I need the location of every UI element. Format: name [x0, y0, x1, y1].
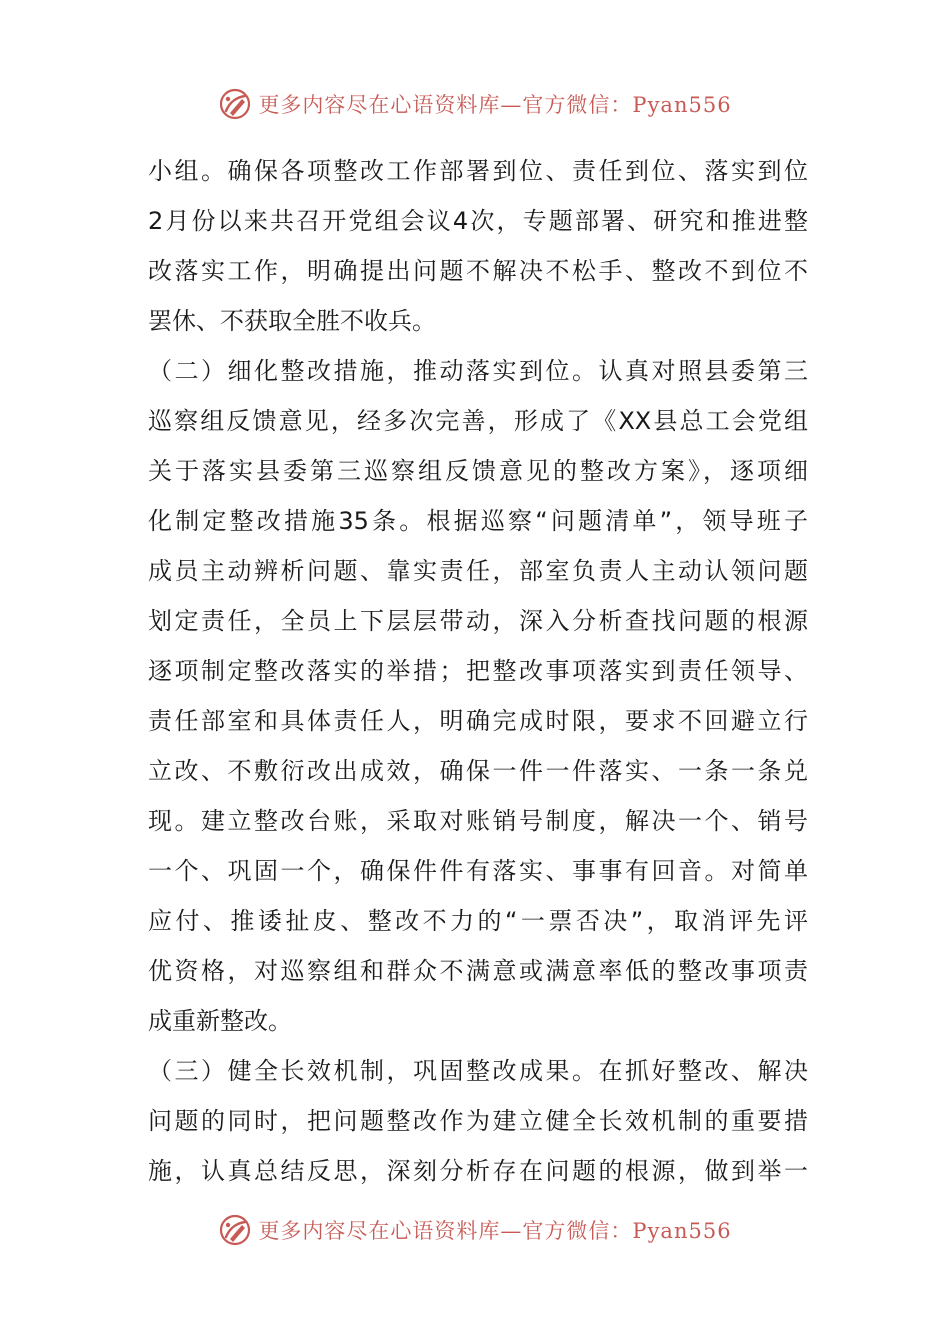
body-line: （三）健全长效机制，巩固整改成果。在抓好整改、解决 [148, 1057, 808, 1085]
body-line: 小组。确保各项整改工作部署到位、责任到位、落实到位 [148, 157, 808, 185]
body-line: 施，认真总结反思，深刻分析存在问题的根源，做到举一 [148, 1157, 808, 1185]
body-line: 逐项制定整改落实的举措；把整改事项落实到责任领导、 [148, 657, 808, 685]
body-line: 关于落实县委第三巡察组反馈意见的整改方案》，逐项细 [148, 457, 808, 485]
body-line: 现。建立整改台账，采取对账销号制度，解决一个、销号 [148, 807, 808, 835]
body-line: 划定责任，全员上下层层带动，深入分析查找问题的根源 [148, 607, 808, 635]
body-line: 责任部室和具体责任人，明确完成时限，要求不回避立行 [148, 707, 808, 735]
body-line: 化制定整改措施35条。根据巡察“问题清单”，领导班子 [148, 507, 808, 535]
body-line: 成员主动辨析问题、靠实责任，部室负责人主动认领问题 [148, 557, 808, 585]
body-line: 一个、巩固一个，确保件件有落实、事事有回音。对简单 [148, 857, 808, 885]
body-line: 2月份以来共召开党组会议4次，专题部署、研究和推进整 [148, 207, 808, 235]
footer-banner-text: 更多内容尽在心语资料库—官方微信：Pyan556 [258, 1219, 732, 1243]
body-line: 罢休、不获取全胜不收兵。 [148, 307, 436, 335]
body-line: 应付、推诿扯皮、整改不力的“一票否决”，取消评先评 [148, 907, 808, 935]
body-line: 巡察组反馈意见，经多次完善，形成了《XX县总工会党组 [148, 407, 808, 435]
pen-swirl-logo-icon [218, 87, 252, 121]
body-line: （二）细化整改措施，推动落实到位。认真对照县委第三 [148, 357, 808, 385]
header-banner-text: 更多内容尽在心语资料库—官方微信：Pyan556 [258, 93, 732, 117]
document-body [148, 146, 808, 1196]
header-banner [0, 84, 950, 124]
body-line: 立改、不敷衍改出成效，确保一件一件落实、一条一条兑 [148, 757, 808, 785]
footer-banner [0, 1210, 950, 1250]
pen-swirl-logo-icon [218, 1213, 252, 1247]
body-line: 优资格，对巡察组和群众不满意或满意率低的整改事项责 [148, 957, 808, 985]
body-line: 改落实工作，明确提出问题不解决不松手、整改不到位不 [148, 257, 808, 285]
body-line: 问题的同时，把问题整改作为建立健全长效机制的重要措 [148, 1107, 808, 1135]
body-line: 成重新整改。 [148, 1007, 292, 1035]
